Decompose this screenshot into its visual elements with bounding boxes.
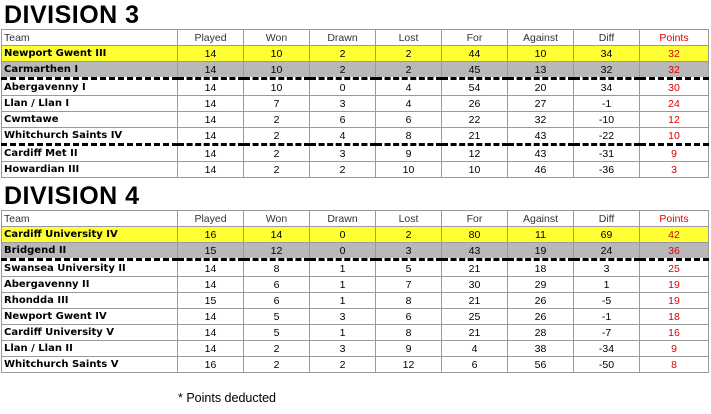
table-row	[2, 145, 709, 162]
cell-against: 10	[508, 46, 574, 62]
cell-lost: 4	[376, 79, 442, 96]
cell-played: 16	[178, 227, 244, 243]
column-header-played: Played	[178, 211, 244, 227]
column-header-against: Against	[508, 211, 574, 227]
cell-played: 14	[178, 260, 244, 277]
table-row	[2, 46, 709, 62]
table-row	[2, 243, 709, 260]
cell-diff: -1	[574, 309, 640, 325]
cell-team: Llan / Llan I	[2, 96, 178, 112]
cell-won: 2	[244, 128, 310, 145]
cell-played: 14	[178, 128, 244, 145]
table-header-row	[2, 211, 709, 227]
cell-won: 10	[244, 79, 310, 96]
cell-against: 11	[508, 227, 574, 243]
cell-against: 56	[508, 357, 574, 373]
table-row	[2, 357, 709, 373]
cell-team: Whitchurch Saints V	[2, 357, 178, 373]
cell-played: 14	[178, 145, 244, 162]
cell-drawn: 0	[310, 79, 376, 96]
cell-drawn: 3	[310, 145, 376, 162]
column-header-diff: Diff	[574, 211, 640, 227]
table-row	[2, 293, 709, 309]
cell-drawn: 3	[310, 96, 376, 112]
cell-played: 14	[178, 62, 244, 79]
cell-for: 30	[442, 277, 508, 293]
cell-played: 14	[178, 112, 244, 128]
table-row	[2, 325, 709, 341]
cell-team: Carmarthen I	[2, 62, 178, 79]
table-row	[2, 62, 709, 79]
cell-team: Rhondda III	[2, 293, 178, 309]
table-header-row	[2, 30, 709, 46]
cell-drawn: 1	[310, 325, 376, 341]
column-header-against: Against	[508, 30, 574, 46]
cell-team: Whitchurch Saints IV	[2, 128, 178, 145]
cell-against: 20	[508, 79, 574, 96]
table-row	[2, 277, 709, 293]
cell-diff: -7	[574, 325, 640, 341]
cell-points: 25	[640, 260, 709, 277]
cell-won: 6	[244, 277, 310, 293]
cell-won: 5	[244, 309, 310, 325]
cell-played: 14	[178, 79, 244, 96]
column-header-points: Points	[640, 30, 709, 46]
column-header-points: Points	[640, 211, 709, 227]
cell-diff: -5	[574, 293, 640, 309]
cell-diff: -50	[574, 357, 640, 373]
cell-diff: 32	[574, 62, 640, 79]
cell-played: 14	[178, 341, 244, 357]
cell-points: 19	[640, 293, 709, 309]
column-header-for: For	[442, 30, 508, 46]
cell-for: 21	[442, 325, 508, 341]
cell-played: 15	[178, 243, 244, 260]
points-deducted-note: * Points deducted	[178, 391, 276, 405]
cell-for: 44	[442, 46, 508, 62]
division-3-title: DIVISION 3	[4, 1, 140, 29]
cell-points: 18	[640, 309, 709, 325]
cell-won: 8	[244, 260, 310, 277]
cell-drawn: 2	[310, 162, 376, 178]
cell-against: 26	[508, 293, 574, 309]
table-row	[2, 96, 709, 112]
column-header-drawn: Drawn	[310, 30, 376, 46]
cell-diff: -36	[574, 162, 640, 178]
cell-won: 12	[244, 243, 310, 260]
cell-diff: 34	[574, 46, 640, 62]
cell-lost: 9	[376, 341, 442, 357]
cell-for: 6	[442, 357, 508, 373]
division-4-table	[1, 210, 709, 373]
division-3-table	[1, 29, 709, 178]
cell-lost: 3	[376, 243, 442, 260]
cell-for: 12	[442, 145, 508, 162]
cell-points: 30	[640, 79, 709, 96]
column-header-won: Won	[244, 30, 310, 46]
cell-for: 21	[442, 260, 508, 277]
cell-lost: 2	[376, 62, 442, 79]
cell-against: 32	[508, 112, 574, 128]
cell-lost: 4	[376, 96, 442, 112]
cell-diff: -34	[574, 341, 640, 357]
cell-drawn: 2	[310, 357, 376, 373]
cell-points: 3	[640, 162, 709, 178]
column-header-diff: Diff	[574, 30, 640, 46]
division-4-title: DIVISION 4	[4, 182, 140, 210]
cell-against: 43	[508, 145, 574, 162]
cell-against: 29	[508, 277, 574, 293]
column-header-lost: Lost	[376, 30, 442, 46]
cell-played: 14	[178, 162, 244, 178]
cell-lost: 9	[376, 145, 442, 162]
cell-diff: 1	[574, 277, 640, 293]
cell-drawn: 3	[310, 309, 376, 325]
cell-points: 10	[640, 128, 709, 145]
cell-team: Newport Gwent III	[2, 46, 178, 62]
cell-drawn: 6	[310, 112, 376, 128]
cell-won: 2	[244, 357, 310, 373]
cell-for: 54	[442, 79, 508, 96]
table-row	[2, 260, 709, 277]
cell-lost: 2	[376, 227, 442, 243]
cell-against: 13	[508, 62, 574, 79]
cell-diff: 24	[574, 243, 640, 260]
cell-played: 16	[178, 357, 244, 373]
cell-for: 80	[442, 227, 508, 243]
cell-drawn: 2	[310, 62, 376, 79]
cell-for: 22	[442, 112, 508, 128]
cell-against: 28	[508, 325, 574, 341]
table-row	[2, 128, 709, 145]
cell-drawn: 4	[310, 128, 376, 145]
cell-team: Newport Gwent IV	[2, 309, 178, 325]
cell-points: 19	[640, 277, 709, 293]
cell-points: 16	[640, 325, 709, 341]
cell-won: 14	[244, 227, 310, 243]
cell-lost: 2	[376, 46, 442, 62]
cell-lost: 10	[376, 162, 442, 178]
table-row	[2, 227, 709, 243]
cell-for: 25	[442, 309, 508, 325]
cell-for: 21	[442, 293, 508, 309]
column-header-team: Team	[2, 211, 178, 227]
column-header-for: For	[442, 211, 508, 227]
cell-won: 2	[244, 112, 310, 128]
column-header-team: Team	[2, 30, 178, 46]
cell-team: Cardiff University IV	[2, 227, 178, 243]
cell-won: 6	[244, 293, 310, 309]
cell-drawn: 2	[310, 46, 376, 62]
cell-won: 10	[244, 46, 310, 62]
cell-played: 14	[178, 96, 244, 112]
cell-drawn: 1	[310, 277, 376, 293]
cell-team: Cardiff Met II	[2, 145, 178, 162]
cell-drawn: 3	[310, 341, 376, 357]
cell-for: 26	[442, 96, 508, 112]
cell-against: 26	[508, 309, 574, 325]
cell-diff: -1	[574, 96, 640, 112]
cell-points: 9	[640, 341, 709, 357]
table-row	[2, 112, 709, 128]
cell-lost: 7	[376, 277, 442, 293]
cell-against: 27	[508, 96, 574, 112]
cell-played: 14	[178, 309, 244, 325]
cell-points: 9	[640, 145, 709, 162]
cell-won: 5	[244, 325, 310, 341]
cell-lost: 12	[376, 357, 442, 373]
table-row	[2, 162, 709, 178]
cell-team: Abergavenny II	[2, 277, 178, 293]
cell-lost: 6	[376, 309, 442, 325]
cell-against: 38	[508, 341, 574, 357]
cell-drawn: 0	[310, 227, 376, 243]
cell-played: 14	[178, 325, 244, 341]
cell-lost: 6	[376, 112, 442, 128]
cell-against: 46	[508, 162, 574, 178]
cell-won: 2	[244, 145, 310, 162]
cell-against: 19	[508, 243, 574, 260]
column-header-won: Won	[244, 211, 310, 227]
cell-diff: -10	[574, 112, 640, 128]
column-header-drawn: Drawn	[310, 211, 376, 227]
cell-team: Llan / Llan II	[2, 341, 178, 357]
cell-diff: 34	[574, 79, 640, 96]
cell-for: 4	[442, 341, 508, 357]
cell-points: 32	[640, 46, 709, 62]
cell-played: 15	[178, 293, 244, 309]
cell-won: 2	[244, 341, 310, 357]
cell-lost: 8	[376, 293, 442, 309]
cell-for: 10	[442, 162, 508, 178]
cell-played: 14	[178, 277, 244, 293]
cell-for: 21	[442, 128, 508, 145]
cell-points: 8	[640, 357, 709, 373]
table-row	[2, 341, 709, 357]
cell-against: 18	[508, 260, 574, 277]
cell-for: 45	[442, 62, 508, 79]
cell-points: 42	[640, 227, 709, 243]
cell-lost: 8	[376, 325, 442, 341]
cell-team: Howardian III	[2, 162, 178, 178]
cell-team: Abergavenny I	[2, 79, 178, 96]
cell-points: 36	[640, 243, 709, 260]
column-header-lost: Lost	[376, 211, 442, 227]
table-row	[2, 79, 709, 96]
cell-team: Cardiff University V	[2, 325, 178, 341]
cell-drawn: 1	[310, 260, 376, 277]
cell-diff: 3	[574, 260, 640, 277]
cell-points: 12	[640, 112, 709, 128]
cell-against: 43	[508, 128, 574, 145]
cell-team: Swansea University II	[2, 260, 178, 277]
cell-played: 14	[178, 46, 244, 62]
column-header-played: Played	[178, 30, 244, 46]
cell-lost: 8	[376, 128, 442, 145]
cell-drawn: 0	[310, 243, 376, 260]
cell-diff: -31	[574, 145, 640, 162]
cell-for: 43	[442, 243, 508, 260]
table-row	[2, 309, 709, 325]
cell-points: 24	[640, 96, 709, 112]
cell-team: Bridgend II	[2, 243, 178, 260]
cell-points: 32	[640, 62, 709, 79]
cell-won: 2	[244, 162, 310, 178]
cell-diff: -22	[574, 128, 640, 145]
cell-team: Cwmtawe	[2, 112, 178, 128]
cell-diff: 69	[574, 227, 640, 243]
cell-drawn: 1	[310, 293, 376, 309]
cell-won: 10	[244, 62, 310, 79]
cell-won: 7	[244, 96, 310, 112]
cell-lost: 5	[376, 260, 442, 277]
